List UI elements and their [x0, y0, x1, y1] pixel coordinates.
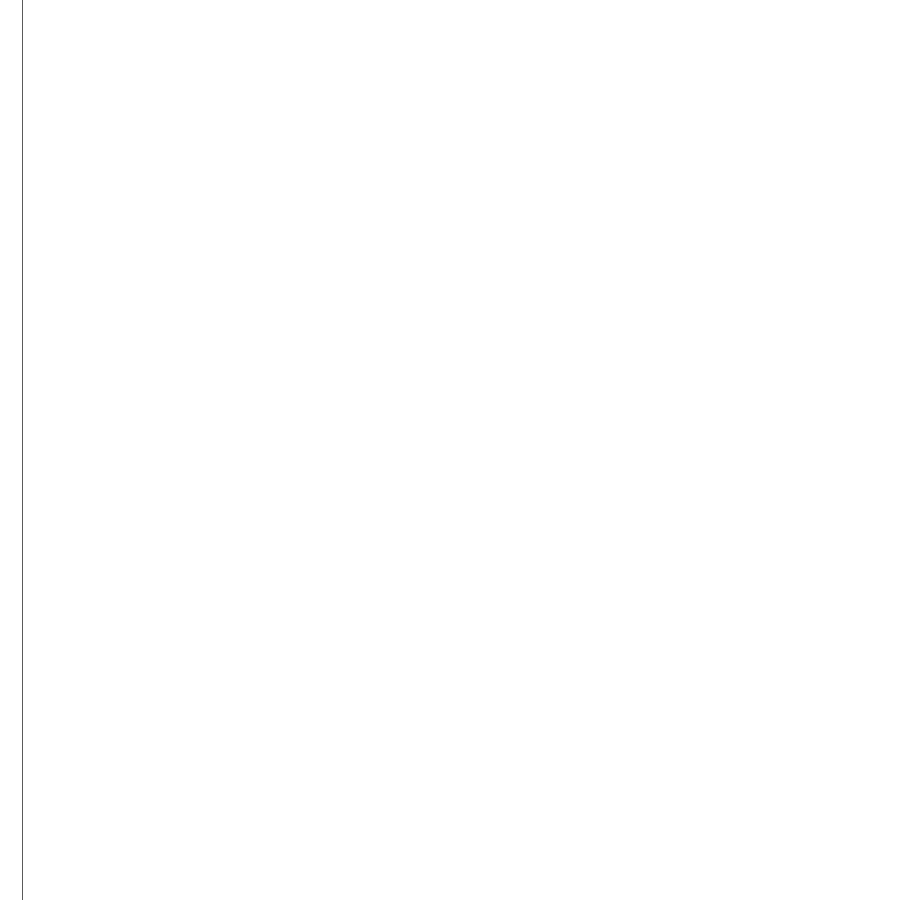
- parts-catalog-table: [22, 0, 891, 900]
